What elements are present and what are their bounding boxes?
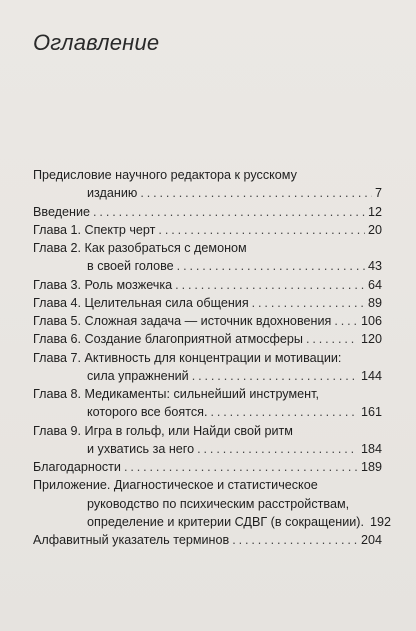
toc-entry: [33, 312, 382, 330]
toc-entry: [33, 221, 382, 239]
toc-entry-line: [33, 367, 382, 385]
toc-entry-text: Глава 5. Сложная задача — источник вдохновения: [33, 314, 332, 328]
toc-entry-text: Глава 4. Целительная сила общения: [33, 295, 249, 310]
toc-entry-line: [33, 422, 382, 440]
toc-entry: [33, 239, 382, 276]
toc-entry-text: и ухватись за него: [87, 441, 195, 456]
toc-page-number: 7: [374, 186, 382, 201]
toc-entry: [33, 203, 382, 221]
page-title: Оглавление: [33, 30, 160, 55]
toc-entry-text: которого все боятся.: [87, 405, 208, 420]
toc-entry-line: [33, 440, 382, 458]
toc-entry-text: Глава 6. Создание благоприятной атмосферы: [33, 332, 303, 347]
toc-entry-line: [33, 385, 382, 403]
toc-leader-dots: [192, 367, 358, 385]
toc-page-number: 184: [360, 441, 382, 456]
toc-entry-text: изданию: [87, 186, 138, 201]
toc-page-number: 192: [369, 514, 391, 529]
toc-entry-text: Приложение. Диагностическое и статистическое: [33, 478, 318, 493]
toc-leader-dots: [252, 294, 365, 312]
toc-page-number: 204: [360, 533, 382, 547]
toc-page-number: 12: [367, 204, 382, 219]
toc-leader-dots: [93, 203, 365, 221]
toc-entry-text: Благодарности: [33, 460, 121, 474]
toc-leader-dots: [140, 184, 372, 202]
toc-entry-line: [33, 403, 382, 421]
toc-leader-dots: [177, 257, 365, 275]
toc-leader-dots: [232, 531, 358, 549]
toc-entry-text: определение и критерии СДВГ (в сокращении).: [87, 514, 364, 529]
toc-leader-dots: [197, 440, 358, 458]
toc-entry-line: [33, 312, 382, 330]
toc-page-number: 106: [360, 314, 382, 328]
toc-entry-line: [33, 495, 382, 513]
toc-page-number: 64: [367, 277, 382, 292]
table-of-contents: [33, 166, 391, 549]
toc-entry-text: Введение: [33, 204, 91, 219]
toc-entry-text: Глава 8. Медикаменты: сильнейший инструмент,: [33, 387, 319, 401]
toc-entry-line: [33, 294, 382, 312]
toc-entry-line: [33, 221, 382, 239]
toc-leader-dots: [124, 458, 358, 476]
toc-entry: [33, 166, 382, 203]
toc-entry-text: сила упражнений: [87, 368, 189, 383]
toc-leader-dots: [334, 312, 358, 330]
toc-page-number: 89: [367, 295, 382, 310]
toc-entry-text: Глава 3. Роль мозжечка: [33, 277, 173, 292]
toc-entry-text: Алфавитный указатель терминов: [33, 533, 230, 547]
toc-page-number: 161: [360, 405, 382, 420]
toc-entry-line: [33, 166, 382, 184]
toc-entry: [33, 276, 382, 294]
toc-entry: [33, 458, 382, 476]
toc-entry: [33, 294, 382, 312]
toc-entry-text: Глава 2. Как разобраться с демоном: [33, 241, 247, 255]
toc-entry-text: Предисловие научного редактора к русскому: [33, 168, 297, 182]
toc-entry-text: Глава 7. Активность для концентрации и мотивации:: [33, 350, 342, 365]
toc-page-number: 120: [360, 332, 382, 347]
toc-entry-line: [33, 239, 382, 257]
toc-entry-line: [33, 276, 382, 294]
toc-entry-line: [33, 513, 391, 531]
toc-leader-dots: [306, 330, 358, 348]
toc-page-number: 189: [360, 460, 382, 474]
toc-entry-line: [33, 531, 382, 549]
toc-leader-dots: [158, 221, 365, 239]
toc-page-number: 43: [367, 259, 382, 274]
toc-entry-text: руководство по психическим расстройствам,: [87, 496, 350, 511]
toc-entry: [33, 476, 391, 531]
toc-entry-text: в своей голове: [87, 259, 174, 274]
toc-entry-line: [33, 458, 382, 476]
toc-leader-dots: [175, 276, 365, 294]
toc-page-number: 20: [367, 222, 382, 237]
toc-page-number: 144: [360, 368, 382, 383]
toc-entry-line: [33, 203, 382, 221]
toc-entry: [33, 349, 382, 386]
toc-entry-text: Глава 9. Игра в гольф, или Найди свой ритм: [33, 423, 293, 438]
toc-entry-line: [33, 476, 382, 494]
toc-entry-line: [33, 330, 382, 348]
toc-entry: [33, 330, 382, 348]
toc-entry: [33, 422, 382, 459]
toc-entry: [33, 385, 382, 422]
toc-entry-text: Глава 1. Спектр черт: [33, 222, 156, 237]
toc-entry-line: [33, 257, 382, 275]
toc-entry-line: [33, 184, 382, 202]
toc-entry-line: [33, 349, 382, 367]
toc-entry: [33, 531, 382, 549]
toc-leader-dots: [210, 403, 358, 421]
